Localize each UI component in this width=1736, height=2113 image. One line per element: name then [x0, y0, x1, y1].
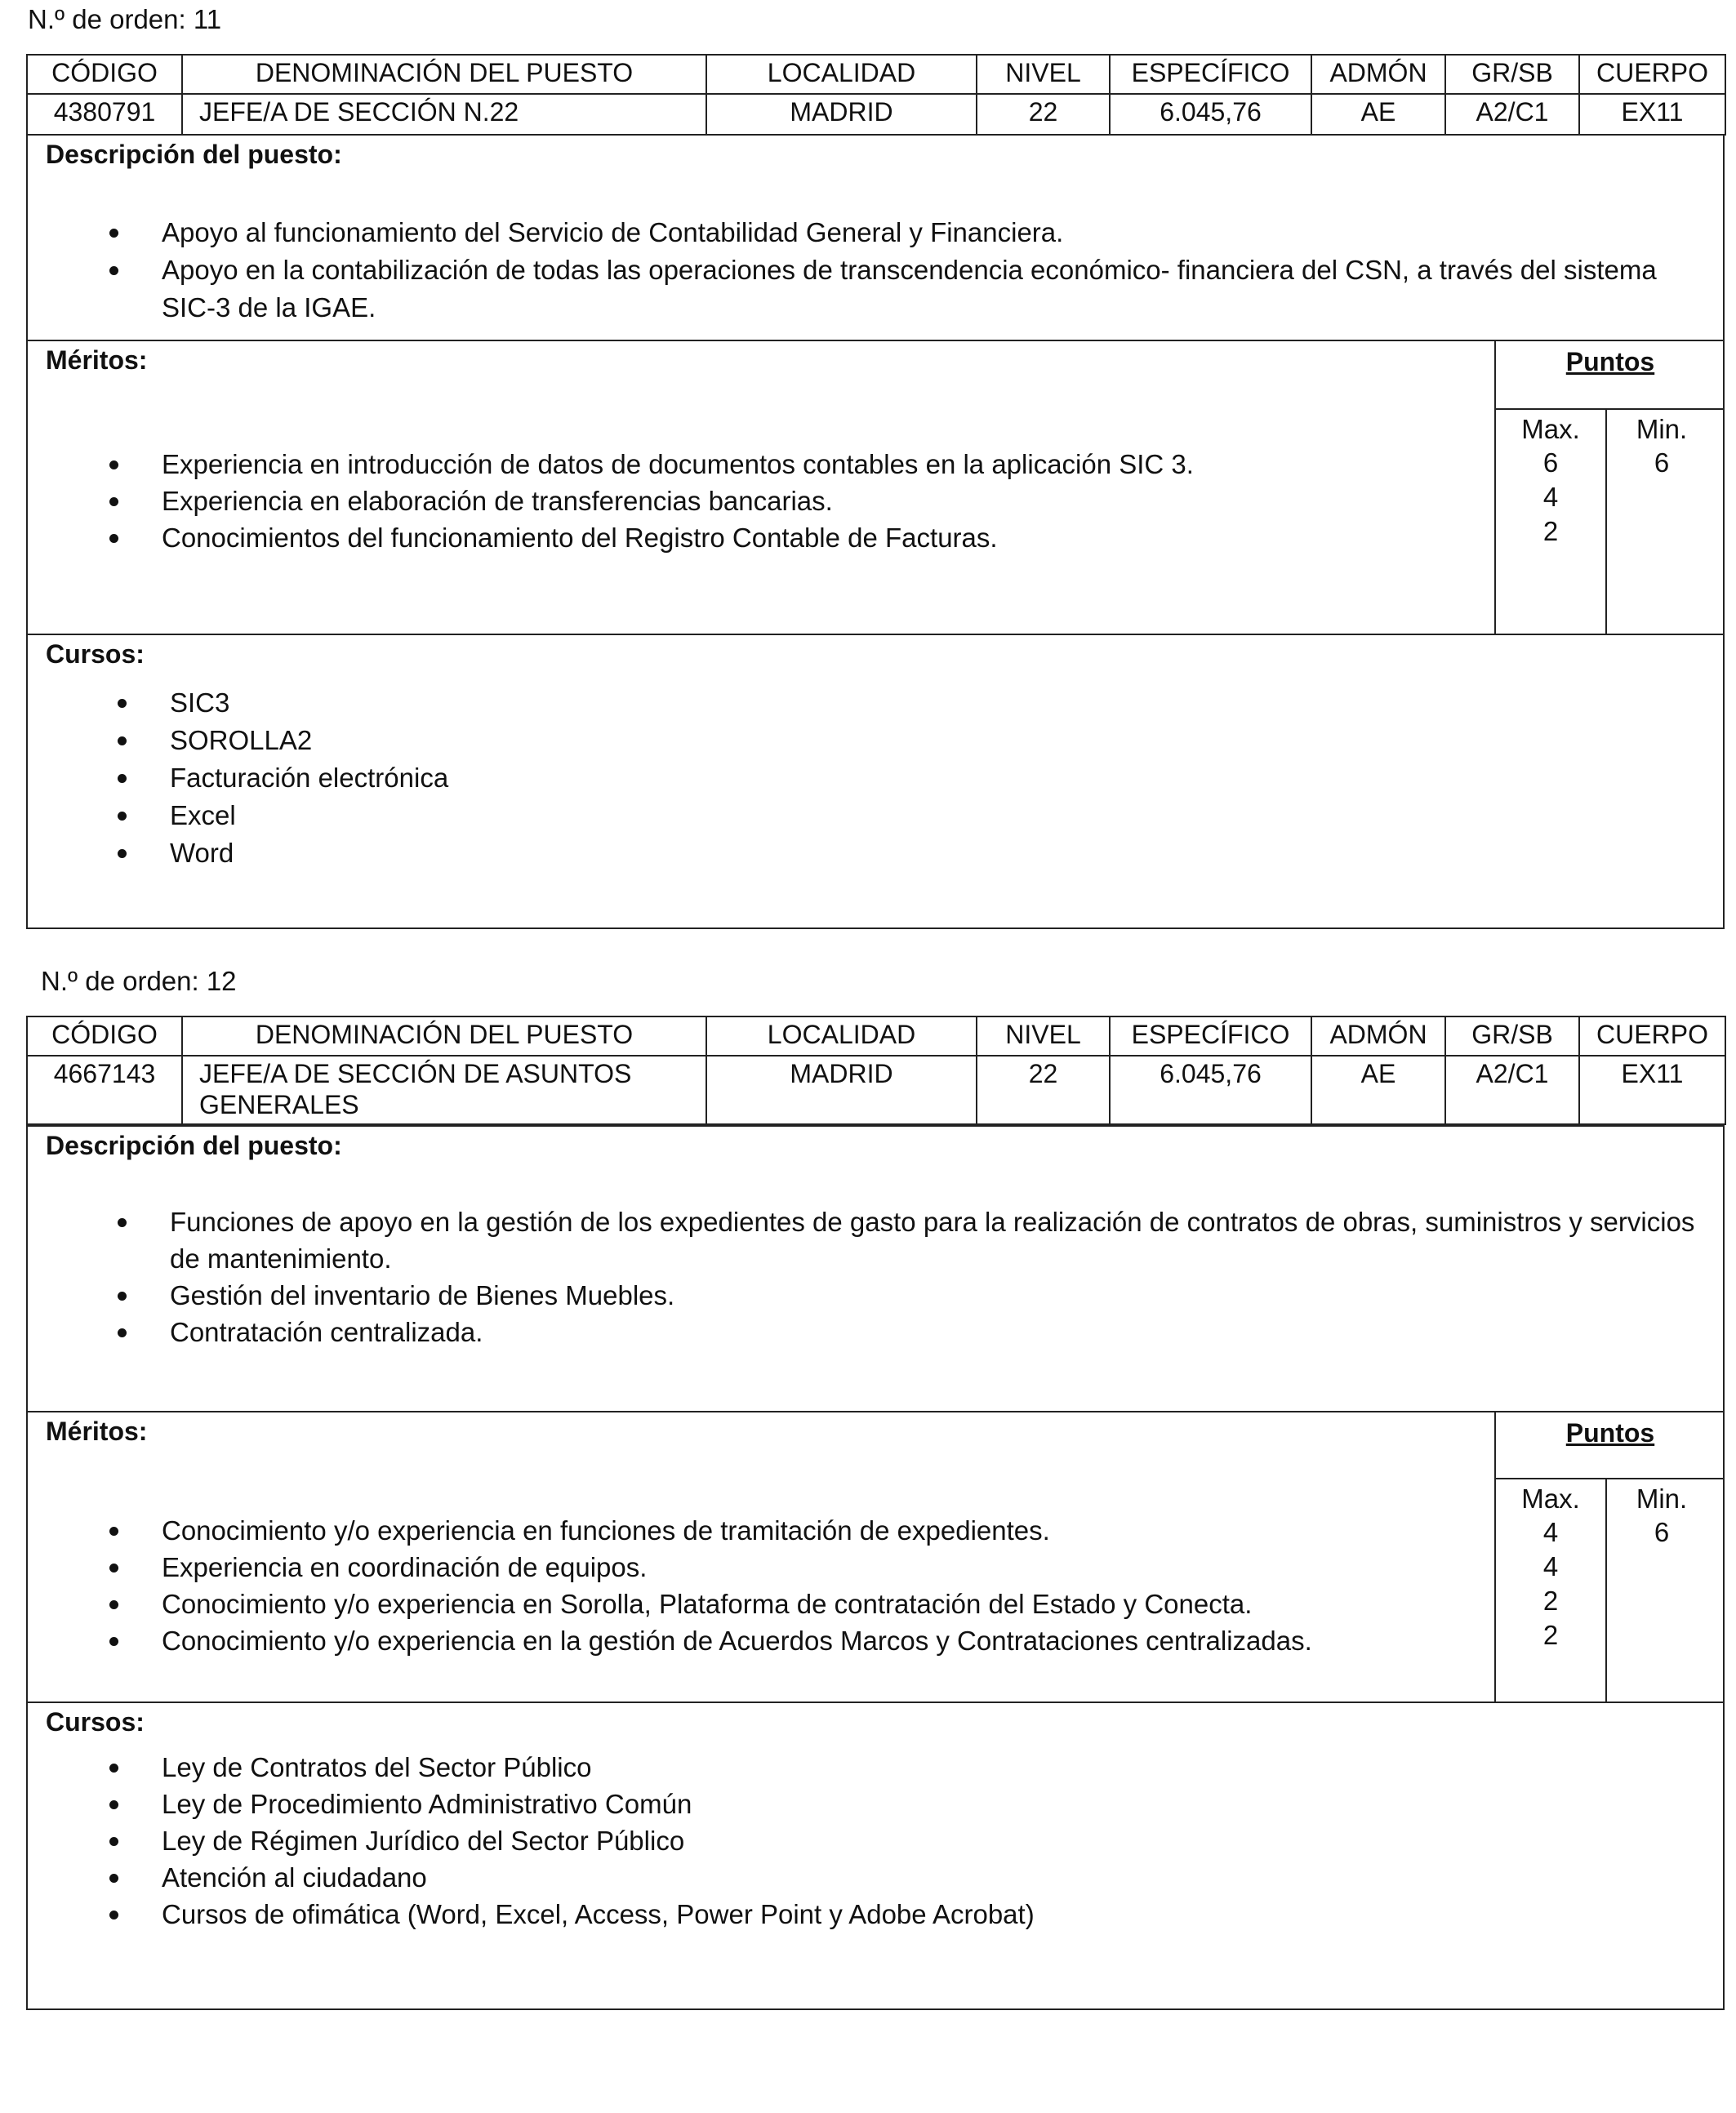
puntos-max-label: Max.	[1521, 414, 1580, 444]
descripcion-list	[118, 1203, 1710, 1350]
section-title: Descripción del puesto:	[46, 140, 342, 169]
col-nivel: NIVEL	[977, 55, 1110, 94]
cell-admon: AE	[1311, 1056, 1445, 1124]
cursos-list	[118, 684, 1669, 872]
position-12-header-table	[26, 1016, 1726, 1125]
list-item: Atención al ciudadano	[109, 1859, 1702, 1896]
list-item: Ley de Procedimiento Administrativo Común	[109, 1786, 1702, 1822]
position-11-header-table	[26, 54, 1726, 136]
list-item: Ley de Contratos del Sector Público	[109, 1749, 1702, 1786]
position-11-descripcion-section	[26, 134, 1725, 341]
cell-grsb: A2/C1	[1445, 94, 1579, 135]
col-denominacion: DENOMINACIÓN DEL PUESTO	[182, 55, 706, 94]
puntos-min-values	[1607, 446, 1716, 480]
list-item: Cursos de ofimática (Word, Excel, Access, Power Point y Adobe Acrobat)	[109, 1896, 1702, 1933]
cell-codigo: 4380791	[27, 94, 182, 135]
cell-nivel: 22	[977, 94, 1110, 135]
cell-nivel: 22	[977, 1056, 1110, 1124]
table-row	[27, 94, 1725, 135]
position-12-descripcion-section	[26, 1125, 1725, 1412]
list-item: Conocimiento y/o experiencia en funciones de tramitación de expedientes.	[109, 1512, 1489, 1549]
section-title: Méritos:	[46, 1417, 148, 1446]
col-nivel: NIVEL	[977, 1016, 1110, 1056]
col-codigo: CÓDIGO	[27, 1016, 182, 1056]
puntos-max-value: 6	[1542, 447, 1559, 478]
cell-denominacion: JEFE/A DE SECCIÓN N.22	[182, 94, 706, 135]
list-item: Funciones de apoyo en la gestión de los expedientes de gasto para la realización de contratos de obras, suministros y servicios de mantenimiento.	[118, 1203, 1710, 1277]
table-header-row	[27, 1016, 1725, 1056]
cursos-list	[109, 1749, 1702, 1933]
puntos-min-label: Min.	[1636, 414, 1688, 444]
list-item: Conocimientos del funcionamiento del Registro Contable de Facturas.	[109, 519, 1481, 556]
cell-admon: AE	[1311, 94, 1445, 135]
puntos-min-values	[1607, 1515, 1716, 1550]
table-row	[27, 1056, 1725, 1124]
puntos-max-value: 2	[1542, 516, 1559, 546]
denominacion-line-2: GENERALES	[199, 1090, 359, 1120]
list-item: Word	[118, 834, 1669, 872]
col-admon: ADMÓN	[1311, 1016, 1445, 1056]
col-codigo: CÓDIGO	[27, 55, 182, 94]
table-header-row	[27, 55, 1725, 94]
puntos-divider	[1494, 1478, 1723, 1479]
list-item: Facturación electrónica	[118, 759, 1669, 797]
puntos-max-value: 2	[1542, 1586, 1559, 1616]
cell-codigo: 4667143	[27, 1056, 182, 1124]
puntos-max-label: Max.	[1521, 1484, 1580, 1514]
col-cuerpo: CUERPO	[1579, 55, 1725, 94]
col-grsb: GR/SB	[1445, 55, 1579, 94]
section-title: Cursos:	[46, 1707, 145, 1737]
puntos-max-values	[1496, 1515, 1605, 1653]
puntos-max-value: 4	[1542, 1517, 1559, 1547]
descripcion-list	[109, 214, 1710, 327]
cell-especifico: 6.045,76	[1110, 1056, 1311, 1124]
list-item: Apoyo en la contabilización de todas las operaciones de transcendencia económico- financiera del CSN, a través del sistema SIC-3 de la IGAE.	[109, 251, 1710, 327]
list-item: Experiencia en coordinación de equipos.	[109, 1549, 1489, 1586]
list-item: Conocimiento y/o experiencia en la gestión de Acuerdos Marcos y Contrataciones centralizadas.	[109, 1622, 1489, 1659]
meritos-list	[109, 1512, 1489, 1659]
puntos-divider	[1494, 408, 1723, 410]
denominacion-line-1: JEFE/A DE SECCIÓN DE ASUNTOS	[199, 1059, 632, 1088]
cell-localidad: MADRID	[706, 1056, 977, 1124]
list-item: SIC3	[118, 684, 1669, 722]
position-11-cursos-section	[26, 634, 1725, 929]
col-especifico: ESPECÍFICO	[1110, 1016, 1311, 1056]
col-localidad: LOCALIDAD	[706, 1016, 977, 1056]
puntos-max-value: 4	[1542, 482, 1559, 512]
cell-localidad: MADRID	[706, 94, 977, 135]
list-item: Contratación centralizada.	[118, 1314, 1710, 1350]
list-item: Excel	[118, 797, 1669, 834]
order-number-12: N.º de orden: 12	[41, 966, 237, 996]
list-item: Ley de Régimen Jurídico del Sector Público	[109, 1822, 1702, 1859]
puntos-max-value: 4	[1542, 1551, 1559, 1581]
col-admon: ADMÓN	[1311, 55, 1445, 94]
cell-cuerpo: EX11	[1579, 94, 1725, 135]
position-11-meritos-section	[26, 340, 1725, 635]
list-item: Apoyo al funcionamiento del Servicio de Contabilidad General y Financiera.	[109, 214, 1710, 251]
position-12-meritos-section	[26, 1411, 1725, 1703]
puntos-max-value: 2	[1542, 1620, 1559, 1650]
col-grsb: GR/SB	[1445, 1016, 1579, 1056]
section-title: Cursos:	[46, 639, 145, 669]
puntos-max-values	[1496, 446, 1605, 549]
puntos-title: Puntos	[1565, 1418, 1655, 1448]
col-denominacion: DENOMINACIÓN DEL PUESTO	[182, 1016, 706, 1056]
col-especifico: ESPECÍFICO	[1110, 55, 1311, 94]
cell-grsb: A2/C1	[1445, 1056, 1579, 1124]
cell-denominacion	[182, 1056, 706, 1124]
list-item: Gestión del inventario de Bienes Muebles.	[118, 1277, 1710, 1314]
puntos-min-value: 6	[1654, 1517, 1670, 1547]
list-item: Experiencia en elaboración de transferencias bancarias.	[109, 483, 1481, 519]
meritos-list	[109, 446, 1481, 556]
list-item: Experiencia en introducción de datos de documentos contables en la aplicación SIC 3.	[109, 446, 1481, 483]
puntos-title: Puntos	[1565, 347, 1655, 376]
col-cuerpo: CUERPO	[1579, 1016, 1725, 1056]
list-item: SOROLLA2	[118, 722, 1669, 759]
list-item: Conocimiento y/o experiencia en Sorolla, Plataforma de contratación del Estado y Conecta.	[109, 1586, 1489, 1622]
section-title: Descripción del puesto:	[46, 1131, 342, 1160]
puntos-min-value: 6	[1654, 447, 1670, 478]
order-number-11: N.º de orden: 11	[28, 4, 222, 34]
col-localidad: LOCALIDAD	[706, 55, 977, 94]
cell-especifico: 6.045,76	[1110, 94, 1311, 135]
position-12-cursos-section	[26, 1702, 1725, 2010]
puntos-min-label: Min.	[1636, 1484, 1688, 1514]
section-title: Méritos:	[46, 345, 148, 375]
cell-cuerpo: EX11	[1579, 1056, 1725, 1124]
